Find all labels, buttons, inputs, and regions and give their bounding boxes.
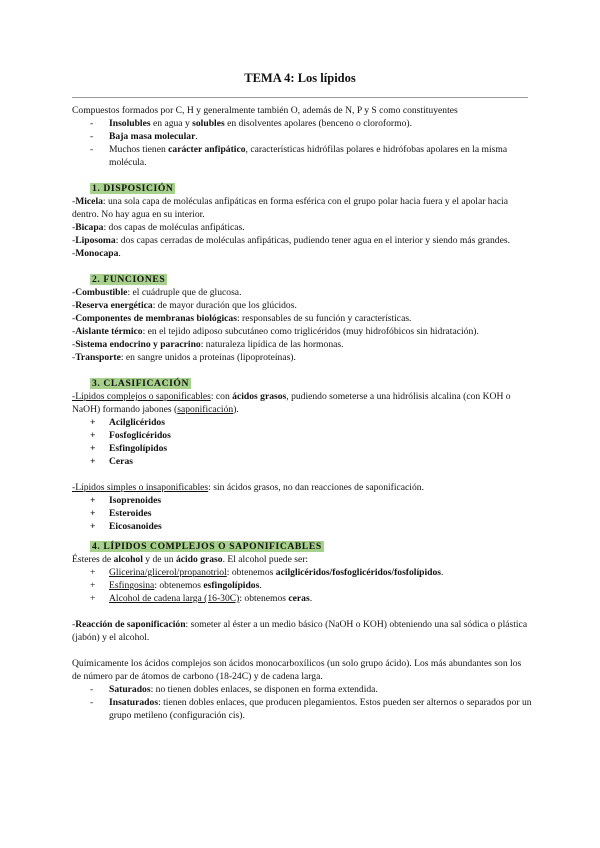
list-item: -Transporte: en sangre unidos a proteínas (lipoproteínas). bbox=[72, 352, 296, 363]
underlined-term: -Lípidos simples o insaponificables bbox=[72, 482, 209, 493]
underlined-term: saponificación bbox=[177, 404, 234, 415]
item-text: , características hidrófilas polares e hidrófobas apolares en la misma molécula. bbox=[109, 144, 508, 168]
underlined-term: Alcohol de cadena larga (16-30C) bbox=[109, 593, 240, 604]
list-item: -Componentes de membranas biológicas: responsables de su función y características. bbox=[72, 313, 412, 324]
heading-text: 1. DISPOSICIÓN bbox=[92, 183, 174, 194]
list-item: + Acilglicéridos bbox=[90, 417, 165, 428]
list-item: + Esfingolípidos bbox=[90, 443, 168, 454]
list-item: -Bicapa: dos capas de moléculas anfipáticas. bbox=[72, 222, 245, 233]
underlined-term: Esfingosina bbox=[109, 580, 155, 591]
term: carácter anfipático bbox=[168, 144, 246, 155]
item-text: Muchos tienen bbox=[109, 144, 169, 155]
heading-text: 3. CLASIFICACIÓN bbox=[92, 378, 190, 389]
term: Insolubles bbox=[109, 118, 151, 129]
list-item: + Ceras bbox=[90, 456, 133, 467]
term: Combustible bbox=[75, 287, 128, 298]
item-text: : naturaleza lipídica de las hormonas. bbox=[200, 339, 344, 350]
list-item: + Eicosanoides bbox=[90, 521, 162, 532]
term: Micela bbox=[75, 196, 103, 207]
list-item: -Sistema endocrino y paracrino: naturaleza lipídica de las hormonas. bbox=[72, 339, 344, 350]
item-text: : dos capas de moléculas anfipáticas. bbox=[103, 222, 245, 233]
item-text: : en sangre unidos a proteínas (lipoproteínas). bbox=[120, 352, 296, 363]
section-heading-disposicion bbox=[72, 182, 532, 195]
list-item: + Esteroides bbox=[90, 508, 152, 519]
item-text: : responsables de su función y características. bbox=[236, 313, 412, 324]
list-item: -Aislante térmico: en el tejido adiposo subcutáneo como triglicéridos (muy hidrofóbicos sin hidratación). bbox=[72, 326, 479, 337]
term: Reacción de saponificación bbox=[75, 619, 186, 630]
item-text: : una sola capa de moléculas anfipáticas en forma esférica con el grupo polar hacia fuera y el apolar hacia dentro. No hay agua en su interior. bbox=[72, 196, 509, 220]
section-heading-lipidos-complejos bbox=[72, 540, 532, 553]
term: Sistema endocrino y paracrino bbox=[75, 339, 201, 350]
plus-marker: + bbox=[90, 495, 96, 506]
item-text: en agua y bbox=[150, 118, 193, 129]
section-heading-clasificacion bbox=[72, 377, 532, 390]
term: ceras bbox=[288, 593, 310, 604]
list-item: - Saturados: no tienen dobles enlaces, se disponen en forma extendida. bbox=[90, 684, 378, 695]
term: Saturados bbox=[109, 684, 151, 695]
term: ácidos grasos bbox=[232, 391, 287, 402]
list-item: -Monocapa. bbox=[72, 248, 121, 259]
title-divider bbox=[72, 97, 528, 98]
term: acilglicéridos/fosfoglicéridos/fosfolípidos bbox=[275, 567, 441, 578]
intro-item bbox=[72, 117, 532, 130]
esteres-paragraph: Ésteres de alcohol y de un ácido graso. El alcohol puede ser: bbox=[72, 554, 309, 565]
list-item: + Fosfoglicéridos bbox=[90, 430, 171, 441]
term: Monocapa bbox=[75, 248, 119, 259]
document-body bbox=[72, 104, 532, 722]
list-item: + Alcohol de cadena larga (16-30C): obtenemos ceras. bbox=[90, 593, 313, 604]
saponificables-paragraph: -Lípidos complejos o saponificables: con ácidos grasos, pudiendo someterse a una hidrólisis alcalina (con KOH o NaOH) formando jabones (saponificación). bbox=[72, 391, 511, 415]
intro-item bbox=[72, 130, 532, 143]
item-text: : dos capas cerradas de moléculas anfipáticas, pudiendo tener agua en el interior y siendo más grandes. bbox=[115, 235, 510, 246]
insaponificables-paragraph: -Lípidos simples o insaponificables: sin ácidos grasos, no dan reacciones de saponificación. bbox=[72, 482, 424, 493]
quimica-paragraph: Químicamente los ácidos complejos son ácidos monocarboxílicos (un solo grupo ácido). Los más abundantes son los de número par de átomos de carbono (18-24C) y de cadena larga. bbox=[72, 658, 522, 682]
list-item: -Liposoma: dos capas cerradas de moléculas anfipáticas, pudiendo tener agua en el interior y siendo más grandes. bbox=[72, 235, 510, 246]
dash-marker: - bbox=[90, 697, 94, 708]
term: Insaturados bbox=[109, 697, 159, 708]
section-heading-funciones bbox=[72, 273, 532, 286]
intro-item bbox=[72, 143, 532, 169]
term: Liposoma bbox=[75, 235, 116, 246]
plus-marker: + bbox=[90, 508, 96, 519]
term: Componentes de membranas biológicas bbox=[75, 313, 237, 324]
item-text: : el cuádruple que de glucosa. bbox=[127, 287, 242, 298]
plus-marker: + bbox=[90, 567, 96, 578]
dash-marker: - bbox=[90, 144, 94, 155]
list-item: -Micela: una sola capa de moléculas anfipáticas en forma esférica con el grupo polar hacia fuera y el apolar hacia dentro. No hay agua en su interior. bbox=[72, 196, 509, 220]
term: solubles bbox=[192, 118, 225, 129]
list-item: - Insaturados: tienen dobles enlaces, que producen plegamientos. Estos pueden ser alternos o separados por un grupo metileno (configuración cis). bbox=[90, 697, 532, 721]
term: esfingolípidos bbox=[203, 580, 260, 591]
heading-text: 4. LÍPIDOS COMPLEJOS O SAPONIFICABLES bbox=[92, 541, 322, 552]
term: Baja masa molecular bbox=[109, 131, 196, 142]
dash-marker: - bbox=[90, 684, 94, 695]
saponificacion-paragraph: -Reacción de saponificación: someter al éster a un medio básico (NaOH o KOH) obteniendo una sal sódica o plástica (jabón) y el alcohol. bbox=[72, 619, 528, 643]
list-item: -Combustible: el cuádruple que de glucosa. bbox=[72, 287, 242, 298]
plus-marker: + bbox=[90, 593, 96, 604]
plus-marker: + bbox=[90, 456, 96, 467]
term: Aislante térmico bbox=[75, 326, 143, 337]
intro-text: Compuestos formados por C, H y generalmente también O, además de N, P y S como constituyentes bbox=[72, 105, 458, 116]
term: Transporte bbox=[75, 352, 121, 363]
dash-marker: - bbox=[90, 131, 94, 142]
plus-marker: + bbox=[90, 580, 96, 591]
plus-marker: + bbox=[90, 417, 96, 428]
underlined-term: Glicerina/glicerol/propanotriol bbox=[109, 567, 227, 578]
term: ácido graso bbox=[175, 554, 223, 565]
plus-marker: + bbox=[90, 430, 96, 441]
item-text: : de mayor duración que los glúcidos. bbox=[152, 300, 297, 311]
item-text: . bbox=[195, 131, 198, 142]
list-item: + Esfingosina: obtenemos esfingolípidos. bbox=[90, 580, 262, 591]
term: Bicapa bbox=[75, 222, 104, 233]
plus-marker: + bbox=[90, 443, 96, 454]
underlined-term: -Lípidos complejos o saponificables bbox=[72, 391, 211, 402]
page-title: TEMA 4: Los lípidos bbox=[244, 71, 356, 85]
item-text: : en el tejido adiposo subcutáneo como triglicéridos (muy hidrofóbicos sin hidratación). bbox=[142, 326, 479, 337]
term: alcohol bbox=[113, 554, 143, 565]
dash-marker: - bbox=[90, 118, 94, 129]
list-item: + Isoprenoides bbox=[90, 495, 162, 506]
item-text: . bbox=[118, 248, 121, 259]
list-item: -Reserva energética: de mayor duración que los glúcidos. bbox=[72, 300, 297, 311]
plus-marker: + bbox=[90, 521, 96, 532]
item-text: en disolventes apolares (benceno o cloroformo). bbox=[224, 118, 412, 129]
term: Reserva energética bbox=[75, 300, 153, 311]
heading-text: 2. FUNCIONES bbox=[92, 274, 166, 285]
list-item: + Glicerina/glicerol/propanotriol: obtenemos acilglicéridos/fosfoglicéridos/fosfolípidos. bbox=[90, 567, 444, 578]
